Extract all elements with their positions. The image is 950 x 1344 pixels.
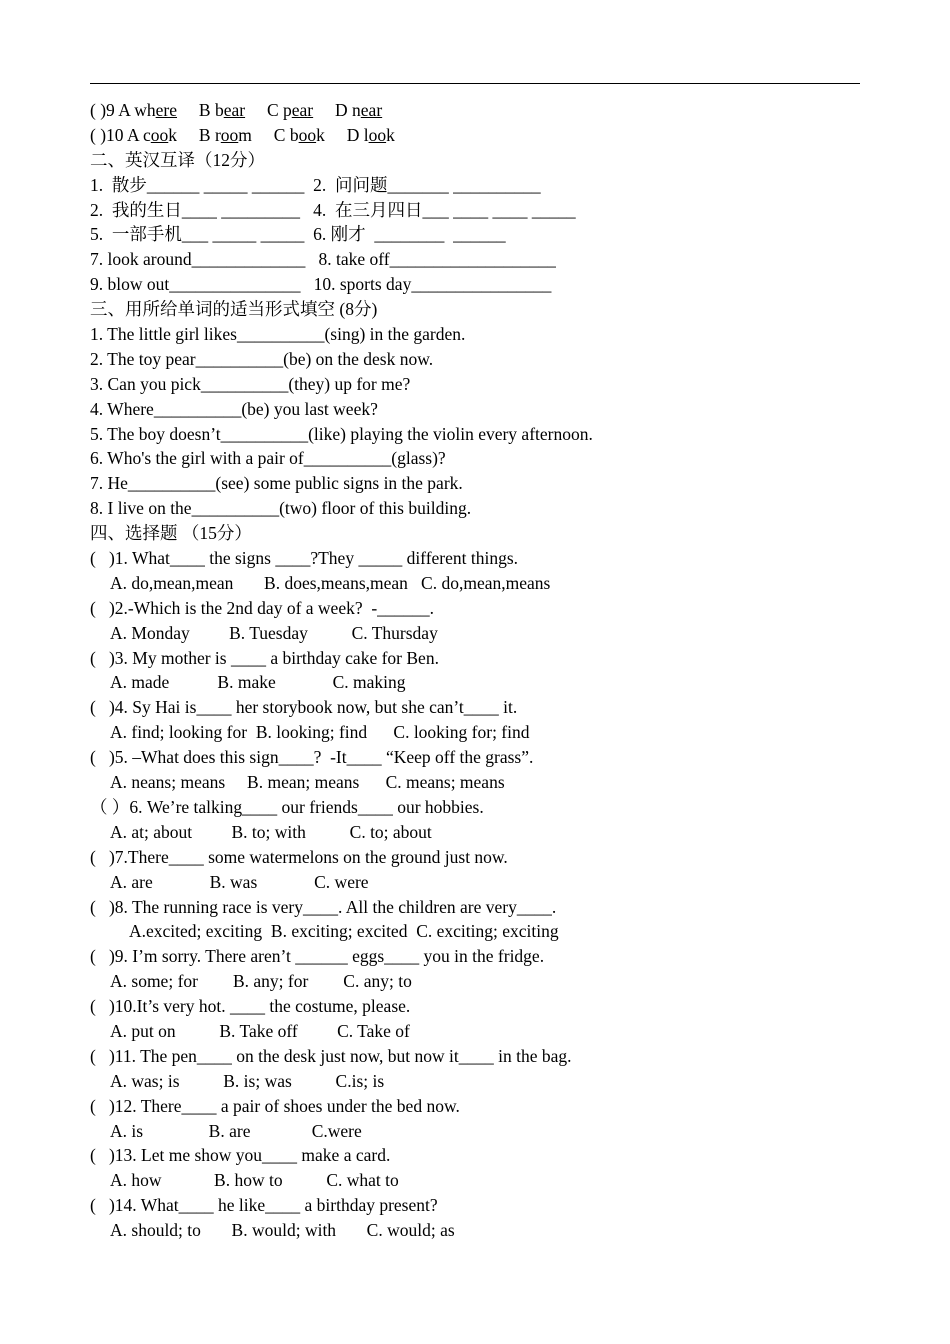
fill-in-item: 7. He__________(see) some public signs in the park. [90, 473, 463, 494]
fill-in-item: 8. I live on the__________(two) floor of this building. [90, 498, 472, 519]
translation-line: 7. look around_____________ 8. take off___________________ [90, 249, 556, 270]
section-3-heading: 三、用所给单词的适当形式填空 (8分) [90, 299, 378, 320]
choice-options: A. made B. make C. making [110, 672, 406, 693]
header-rule [90, 83, 860, 84]
choice-options: A. do,mean,mean B. does,means,mean C. do,mean,means [110, 572, 551, 593]
choice-options: A. at; about B. to; with C. to; about [110, 821, 432, 842]
choice-options: A. Monday B. Tuesday C. Thursday [110, 622, 438, 643]
translation-line: 5. 一部手机___ _____ _____ 6. 刚才 ________ ______ [90, 224, 506, 245]
phonics-option: B bear [198, 100, 246, 120]
choice-options: A. put on B. Take off C. Take of [110, 1020, 410, 1041]
underlined-letters: ear [223, 100, 246, 120]
phonics-option: D near [335, 100, 383, 120]
fill-in-item: 6. Who's the girl with a pair of__________(glass)? [90, 448, 446, 469]
phonics-section [90, 98, 870, 148]
choice-options: A. find; looking for B. looking; find C. looking for; find [110, 722, 530, 743]
choice-question: ( )13. Let me show you____ make a card. [90, 1145, 391, 1166]
underlined-letters: ear [360, 100, 383, 120]
phonics-option: A where [118, 100, 178, 120]
choice-options: A. was; is B. is; was C.is; is [110, 1070, 385, 1091]
section-4-heading: 四、选择题 （15分） [90, 523, 252, 544]
choice-options: A. how B. how to C. what to [110, 1170, 399, 1191]
choice-question: ( )5. –What does this sign____? -It____ “Keep off the grass”. [90, 747, 534, 768]
choice-options: A. are B. was C. were [110, 871, 369, 892]
underlined-letters: ear [291, 100, 314, 120]
choice-question: ( )4. Sy Hai is____ her storybook now, but she can’t____ it. [90, 697, 518, 718]
phonics-question [90, 123, 870, 148]
choice-options: A. should; to B. would; with C. would; as [110, 1220, 455, 1241]
fill-in-section [90, 322, 870, 521]
underlined-letters: oo [150, 124, 169, 145]
question-number: ( )10 [90, 124, 127, 145]
question-number: ( )9 [90, 100, 119, 120]
underlined-letters: ere [155, 100, 178, 120]
underlined-letters: oo [220, 124, 239, 145]
fill-in-item: 5. The boy doesn’t__________(like) playing the violin every afternoon. [90, 423, 593, 444]
choice-question: （ ）6. We’re talking____ our friends____ our hobbies. [90, 796, 484, 817]
choice-question: ( )1. What____ the signs ____?They _____ different things. [90, 548, 519, 569]
choice-question: ( )3. My mother is ____ a birthday cake for Ben. [90, 647, 439, 668]
phonics-option: C book [273, 124, 347, 145]
translation-line: 1. 散步______ _____ ______ 2. 问问题_______ __________ [90, 174, 541, 195]
choice-options: A. neans; means B. mean; means C. means; means [110, 772, 505, 793]
phonics-question [90, 98, 870, 123]
phonics-option: A cook [126, 124, 199, 145]
choice-question: ( )8. The running race is very____. All the children are very____. [90, 896, 557, 917]
choice-question: ( )10.It’s very hot. ____ the costume, please. [90, 996, 411, 1017]
choice-options: A. some; for B. any; for C. any; to [110, 971, 412, 992]
choice-question: ( )2.-Which is the 2nd day of a week? -______. [90, 597, 435, 618]
section-2-heading: 二、英汉互译（12分） [90, 149, 265, 170]
choice-question: ( )14. What____ he like____ a birthday present? [90, 1195, 438, 1216]
translation-line: 2. 我的生日____ _________ 4. 在三月四日___ ____ ____ _____ [90, 199, 576, 220]
fill-in-item: 1. The little girl likes__________(sing) in the garden. [90, 324, 466, 345]
phonics-option: B room [198, 124, 274, 145]
underlined-letters: oo [368, 124, 387, 145]
choice-question: ( )9. I’m sorry. There aren’t ______ eggs____ you in the fridge. [90, 946, 545, 967]
fill-in-item: 4. Where__________(be) you last week? [90, 398, 378, 419]
phonics-option: D look [346, 124, 395, 145]
phonics-option: C pear [266, 100, 314, 120]
choice-question: ( )12. There____ a pair of shoes under the bed now. [90, 1095, 460, 1116]
choice-question: ( )7.There____ some watermelons on the ground just now. [90, 846, 508, 867]
fill-in-item: 3. Can you pick__________(they) up for me? [90, 373, 411, 394]
worksheet [90, 98, 870, 1243]
choice-question: ( )11. The pen____ on the desk just now, but now it____ in the bag. [90, 1045, 572, 1066]
choice-options: A. is B. are C.were [110, 1120, 362, 1141]
underlined-letters: oo [298, 124, 317, 145]
fill-in-item: 2. The toy pear__________(be) on the desk now. [90, 348, 434, 369]
translation-line: 9. blow out_______________ 10. sports day________________ [90, 274, 552, 295]
multiple-choice-section [90, 546, 870, 1243]
choice-options: A.excited; exciting B. exciting; excited C. exciting; exciting [129, 921, 559, 942]
translation-section [90, 173, 870, 297]
